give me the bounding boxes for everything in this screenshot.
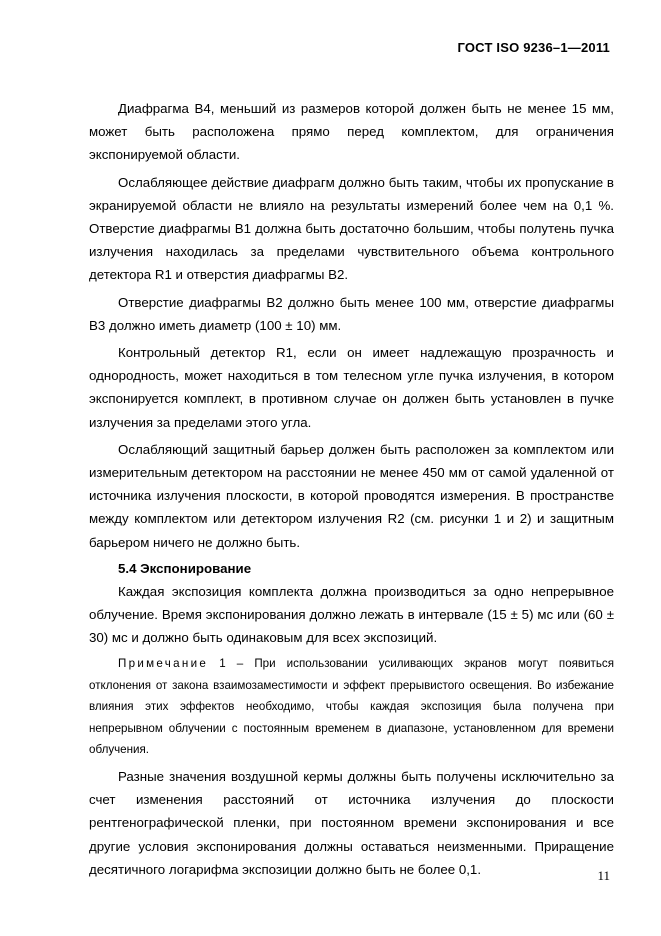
- note-label: Примечание: [118, 657, 209, 671]
- paragraph-protective-barrier: Ослабляющий защитный барьер должен быть расположен за комплектом или измерительным детектором на расстоянии не менее 450 мм от самой удаленной от источника излучения плоскости, в которой проводятся измерения. В пространстве между комплектом или детектором излучения R2 (см. рисунки 1 и 2) и защитным барьером ничего не должно быть.: [89, 441, 614, 550]
- paragraph-control-detector: Контрольный детектор R1, если он имеет надлежащую прозрачность и однородность, может находиться в том телесном угле пучка излучения, в котором экспонируется комплект, в противном случае он должен быть установлен в пучке излучения за пределами этого угла.: [89, 345, 614, 430]
- note: [89, 653, 614, 761]
- paragraph-diaphragm-attenuation: Ослабляющее действие диафрагм должно быть таким, чтобы их пропускание в экранируемой области не влияло на результаты измерений более чем на 0,1 %. Отверстие диафрагмы В1 должна быть достаточно большим, чтобы полутень пучка излучения находилась за пределами чувствительного объема контрольного детектора R1 и отверстия диафрагмы B2.: [89, 174, 614, 283]
- body-text: [89, 97, 614, 885]
- paragraph-air-kerma: Разные значения воздушной кермы должны быть получены исключительно за счет изменения расстояний от источника излучения до плоскости рентгенографической пленки, при постоянном времени экспонирования и все другие условия экспонирования должны оставаться неизменными. Приращение десятичного логарифма экспозиции должно быть не более 0,1.: [89, 768, 614, 877]
- paragraph-diaphragm-b2-b3: Отверстие диафрагмы B2 должно быть менее 100 мм, отверстие диафрагмы В3 должно иметь диаметр (100 ± 10) мм.: [89, 294, 614, 333]
- page-number: 11: [597, 868, 610, 883]
- paragraph-diaphragm-b4: Диафрагма В4, меньший из размеров которой должен быть не менее 15 мм, может быть расположена прямо перед комплектом, для ограничения экспонируемой области.: [89, 101, 614, 163]
- document-code-header: ГОСТ ISO 9236–1—2011: [457, 40, 610, 55]
- section-heading: 5.4 Экспонирование: [118, 560, 252, 576]
- paragraph-exposure: Каждая экспозиция комплекта должна производиться за одно непрерывное облучение. Время экспонирования должно лежать в интервале (15 ± 5) мс или (60 ± 30) мс и должно быть одинаковым для всех экспозиций.: [89, 583, 614, 646]
- note-text: 1 – При использовании усиливающих экранов могут появиться отклонения от закона взаимозаместимости и эффект прерывистого освещения. Во избежание влияния этих эффектов необходимо, чтобы каждая экспозиция была получена при непрерывном облучении с постоянным временем в диапазоне, установленном для времени облучения.: [89, 657, 614, 757]
